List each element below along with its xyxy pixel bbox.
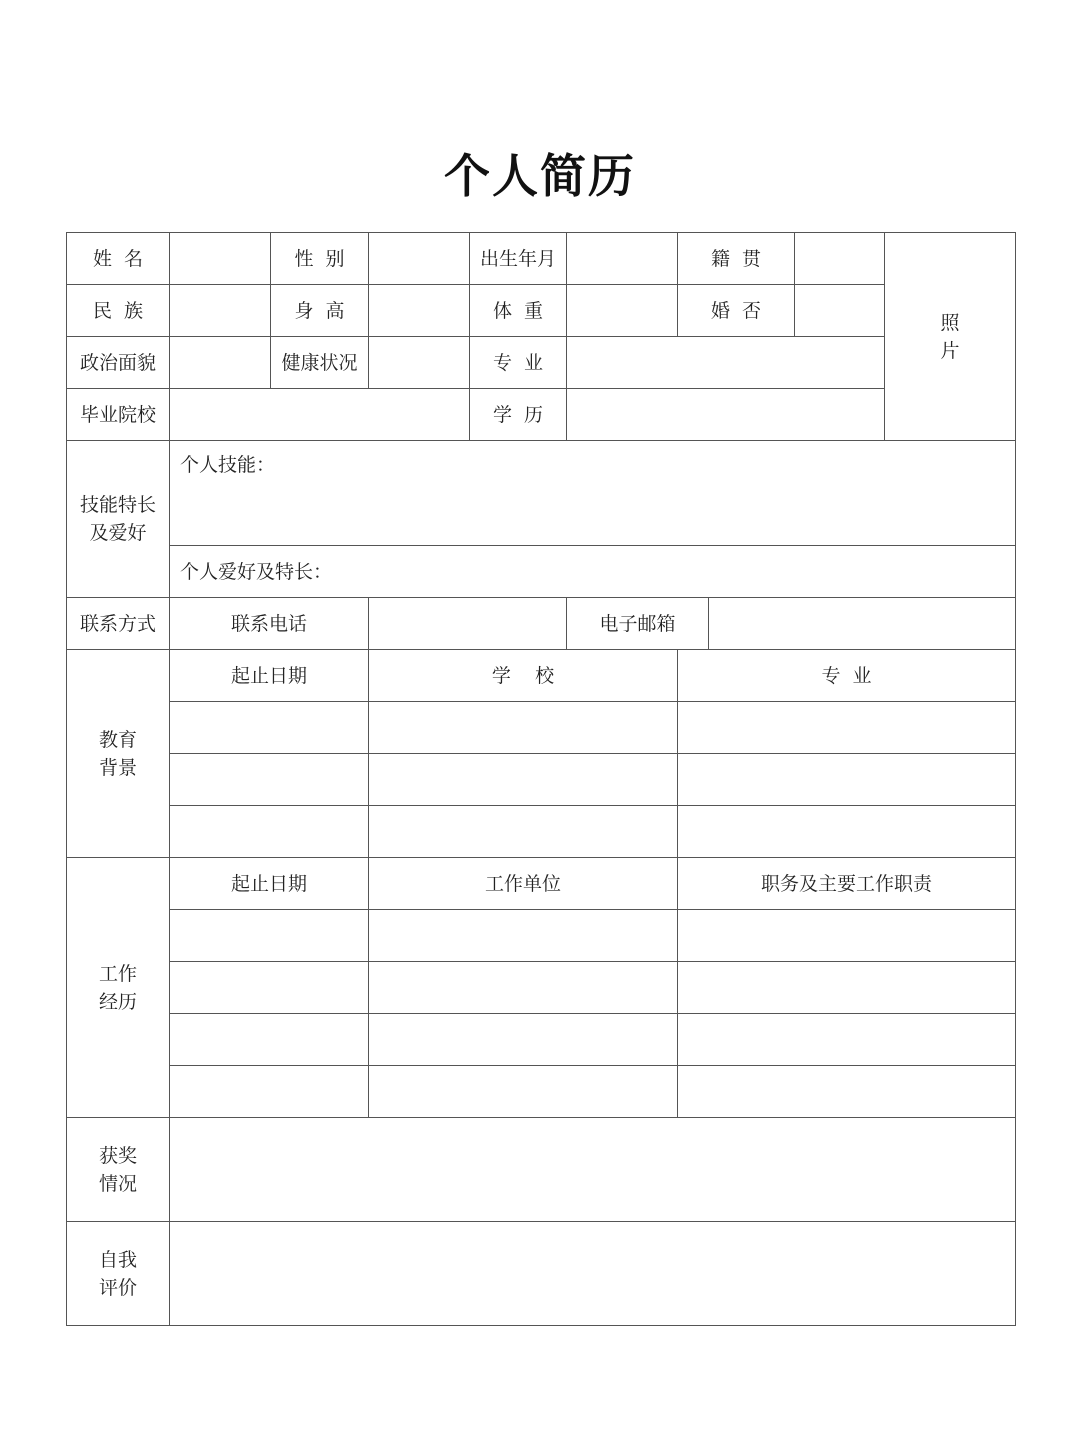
education-school-cell[interactable] — [369, 702, 678, 754]
weight-field[interactable] — [567, 285, 678, 337]
education-school-cell[interactable] — [369, 754, 678, 806]
work-label: 工作 经历 — [67, 858, 170, 1118]
name-label: 姓 名 — [67, 233, 170, 285]
height-field[interactable] — [369, 285, 470, 337]
work-company-cell[interactable] — [369, 1066, 678, 1118]
birth-label: 出生年月 — [470, 233, 567, 285]
email-label: 电子邮箱 — [567, 598, 709, 650]
ethnicity-field[interactable] — [170, 285, 271, 337]
work-company-cell[interactable] — [369, 1014, 678, 1066]
education-label: 教育 背景 — [67, 650, 170, 858]
awards-label: 获奖 情况 — [67, 1118, 170, 1222]
work-duties-cell[interactable] — [678, 962, 1016, 1014]
education-header-school: 学 校 — [369, 650, 678, 702]
health-field[interactable] — [369, 337, 470, 389]
ethnicity-label: 民 族 — [67, 285, 170, 337]
major-label: 专 业 — [470, 337, 567, 389]
hobbies-field[interactable]: 个人爱好及特长： — [170, 546, 1016, 598]
major-field[interactable] — [567, 337, 885, 389]
photo-box[interactable]: 照 片 — [885, 233, 1016, 441]
native-field[interactable] — [795, 233, 885, 285]
name-field[interactable] — [170, 233, 271, 285]
work-header-company: 工作单位 — [369, 858, 678, 910]
school-label: 毕业院校 — [67, 389, 170, 441]
birth-field[interactable] — [567, 233, 678, 285]
work-date-cell[interactable] — [170, 1014, 369, 1066]
education-date-cell[interactable] — [170, 754, 369, 806]
marital-field[interactable] — [795, 285, 885, 337]
education-date-cell[interactable] — [170, 806, 369, 858]
work-header-date: 起止日期 — [170, 858, 369, 910]
education-header-major: 专 业 — [678, 650, 1016, 702]
email-field[interactable] — [709, 598, 1016, 650]
self-eval-label: 自我 评价 — [67, 1222, 170, 1326]
work-date-cell[interactable] — [170, 1066, 369, 1118]
education-major-cell[interactable] — [678, 702, 1016, 754]
education-major-cell[interactable] — [678, 754, 1016, 806]
contact-label: 联系方式 — [67, 598, 170, 650]
work-header-duties: 职务及主要工作职责 — [678, 858, 1016, 910]
education-school-cell[interactable] — [369, 806, 678, 858]
gender-label: 性 别 — [271, 233, 369, 285]
resume-table — [66, 232, 1016, 1326]
skills-label: 技能特长 及爱好 — [67, 441, 170, 598]
page-title: 个人简历 — [444, 149, 636, 203]
work-date-cell[interactable] — [170, 910, 369, 962]
weight-label: 体 重 — [470, 285, 567, 337]
health-label: 健康状况 — [271, 337, 369, 389]
native-label: 籍 贯 — [678, 233, 795, 285]
marital-label: 婚 否 — [678, 285, 795, 337]
education-date-cell[interactable] — [170, 702, 369, 754]
work-company-cell[interactable] — [369, 962, 678, 1014]
education-major-cell[interactable] — [678, 806, 1016, 858]
self-eval-field[interactable] — [170, 1222, 1016, 1326]
gender-field[interactable] — [369, 233, 470, 285]
degree-label: 学 历 — [470, 389, 567, 441]
education-header-date: 起止日期 — [170, 650, 369, 702]
political-field[interactable] — [170, 337, 271, 389]
personal-skills-field[interactable]: 个人技能： — [170, 441, 1016, 546]
political-label: 政治面貌 — [67, 337, 170, 389]
phone-field[interactable] — [369, 598, 567, 650]
school-field[interactable] — [170, 389, 470, 441]
work-company-cell[interactable] — [369, 910, 678, 962]
degree-field[interactable] — [567, 389, 885, 441]
awards-field[interactable] — [170, 1118, 1016, 1222]
work-duties-cell[interactable] — [678, 1066, 1016, 1118]
work-duties-cell[interactable] — [678, 1014, 1016, 1066]
height-label: 身 高 — [271, 285, 369, 337]
work-duties-cell[interactable] — [678, 910, 1016, 962]
work-date-cell[interactable] — [170, 962, 369, 1014]
phone-label: 联系电话 — [170, 598, 369, 650]
